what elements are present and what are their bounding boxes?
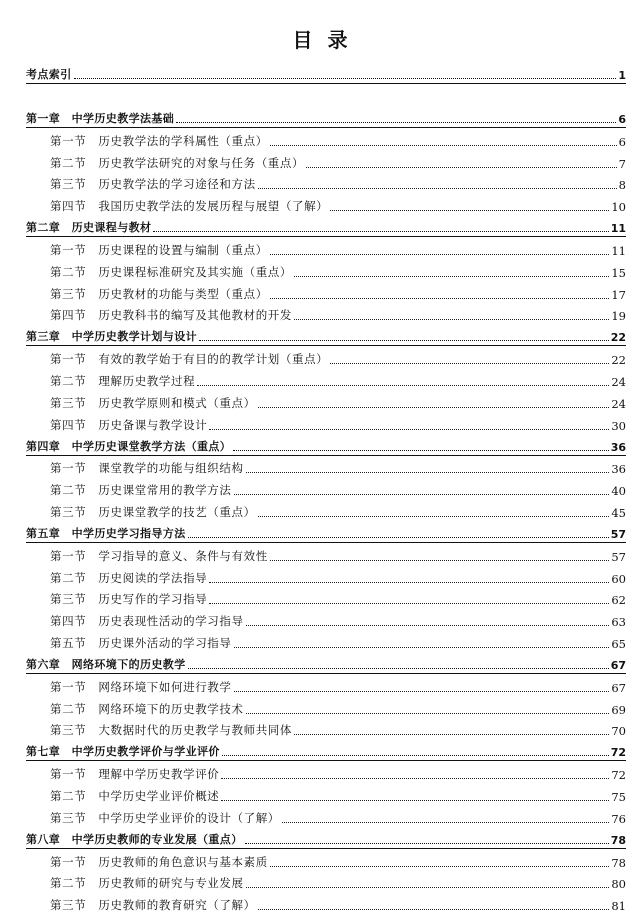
toc-section-entry[interactable]: [26, 674, 626, 696]
toc-page-number: 60: [611, 571, 626, 586]
toc-section-entry[interactable]: [26, 281, 626, 303]
table-of-contents: [26, 62, 626, 914]
dot-leader: [234, 494, 610, 495]
toc-page-number: 24: [611, 374, 626, 389]
toc-entry-label: 第一节 有效的教学始于有目的的教学计划（重点）: [50, 352, 329, 367]
toc-page-number: 67: [610, 658, 626, 672]
toc-entry-label: 第五节 历史课外活动的学习指导: [50, 635, 232, 650]
dot-leader: [199, 340, 609, 341]
toc-section-entry[interactable]: [26, 390, 626, 412]
toc-page-number: 8: [618, 178, 626, 193]
dot-leader: [245, 843, 609, 844]
toc-section-entry[interactable]: [26, 128, 626, 150]
dot-leader: [209, 603, 609, 604]
toc-entry-label: 第二节 网络环境下的历史教学技术: [50, 701, 244, 716]
toc-section-entry[interactable]: [26, 783, 626, 805]
toc-section-entry[interactable]: [26, 805, 626, 827]
dot-leader: [153, 231, 608, 232]
toc-page-number: 75: [611, 789, 626, 804]
toc-chapter-entry[interactable]: [26, 324, 626, 346]
toc-section-entry[interactable]: [26, 608, 626, 630]
toc-entry-label: 第一节 历史课程的设置与编制（重点）: [50, 242, 268, 257]
dot-leader: [233, 450, 608, 451]
dot-leader: [294, 319, 609, 320]
toc-section-entry[interactable]: [26, 303, 626, 325]
toc-chapter-entry[interactable]: [26, 739, 626, 761]
toc-entry-label: 第一节 历史教师的角色意识与基本素质: [50, 854, 268, 869]
toc-entry-label: 第四节 历史教科书的编写及其他教材的开发: [50, 308, 292, 323]
dot-leader: [246, 887, 610, 888]
toc-entry-label: 第一节 历史教学法的学科属性（重点）: [50, 133, 268, 148]
toc-page-number: 6: [618, 134, 626, 149]
toc-page-number: 72: [611, 768, 626, 783]
toc-entry-label: 第四节 我国历史教学法的发展历程与展望（了解）: [50, 199, 329, 214]
dot-leader: [294, 734, 609, 735]
toc-page-number: 24: [611, 396, 626, 411]
dot-leader: [258, 188, 617, 189]
toc-entry-label: 第三节 历史教师的教育研究（了解）: [50, 898, 256, 913]
dot-leader: [246, 625, 610, 626]
toc-page-number: 36: [610, 440, 626, 454]
toc-entry-label: 第三节 历史课堂教学的技艺（重点）: [50, 504, 256, 519]
dot-leader: [221, 778, 609, 779]
toc-section-entry[interactable]: [26, 871, 626, 893]
toc-section-entry[interactable]: [26, 412, 626, 434]
toc-section-entry[interactable]: [26, 718, 626, 740]
dot-leader: [270, 145, 617, 146]
toc-entry-label: 第二节 历史教学法研究的对象与任务（重点）: [50, 155, 305, 170]
dot-leader: [209, 582, 609, 583]
toc-page-number: 11: [611, 243, 626, 258]
toc-section-entry[interactable]: [26, 761, 626, 783]
toc-entry-label: 第一节 理解中学历史教学评价: [50, 767, 220, 782]
dot-leader: [188, 537, 609, 538]
dot-leader: [258, 407, 610, 408]
toc-section-entry[interactable]: [26, 630, 626, 652]
toc-section-entry[interactable]: [26, 368, 626, 390]
dot-leader: [270, 560, 610, 561]
toc-page-number: 19: [611, 309, 626, 324]
toc-page-number: 1: [618, 69, 626, 82]
toc-entry-label: 第二节 历史教师的研究与专业发展: [50, 876, 244, 891]
toc-page-number: 78: [610, 833, 626, 847]
toc-section-entry[interactable]: [26, 587, 626, 609]
toc-page-number: 67: [611, 680, 626, 695]
dot-leader: [330, 363, 609, 364]
toc-page-number: 65: [611, 636, 626, 651]
toc-page-number: 45: [611, 505, 626, 520]
dot-leader: [176, 122, 616, 123]
toc-page-number: 62: [611, 593, 626, 608]
toc-chapter-entry[interactable]: [26, 652, 626, 674]
toc-page-number: 22: [611, 353, 626, 368]
toc-section-entry[interactable]: [26, 346, 626, 368]
toc-section-entry[interactable]: [26, 499, 626, 521]
dot-leader: [188, 668, 609, 669]
toc-entry-label: 第六章 网络环境下的历史教学: [26, 657, 186, 671]
toc-page-number: 6: [618, 113, 626, 126]
toc-page-number: 11: [610, 222, 626, 236]
toc-page-number: 10: [611, 200, 626, 215]
toc-page-number: 69: [611, 702, 626, 717]
toc-page-number: 36: [611, 462, 626, 477]
toc-section-entry[interactable]: [26, 892, 626, 914]
toc-entry-label: 第三节 大数据时代的历史教学与教师共同体: [50, 723, 292, 738]
toc-entry-label: 考点索引: [26, 68, 72, 81]
toc-page-number: 57: [611, 549, 626, 564]
toc-entry-label: 第四章 中学历史课堂教学方法（重点）: [26, 439, 232, 453]
toc-index-entry[interactable]: [26, 62, 626, 84]
toc-chapter-entry[interactable]: [26, 521, 626, 543]
toc-section-entry[interactable]: [26, 477, 626, 499]
toc-page-number: 30: [611, 418, 626, 433]
dot-leader: [306, 167, 617, 168]
toc-chapter-entry[interactable]: [26, 106, 626, 128]
toc-entry-label: 第四节 历史备课与教学设计: [50, 417, 208, 432]
toc-entry-label: 第一节 学习指导的意义、条件与有效性: [50, 548, 268, 563]
toc-page-number: 22: [610, 331, 626, 345]
toc-entry-label: 第二节 历史课堂常用的教学方法: [50, 483, 232, 498]
toc-section-entry[interactable]: [26, 172, 626, 194]
toc-chapter-entry[interactable]: [26, 215, 626, 237]
toc-entry-label: 第二节 历史课程标准研究及其实施（重点）: [50, 264, 292, 279]
toc-page-number: 78: [611, 855, 626, 870]
toc-chapter-entry[interactable]: [26, 827, 626, 849]
dot-leader: [234, 691, 610, 692]
toc-entry-label: 第一节 网络环境下如何进行教学: [50, 679, 232, 694]
toc-page-number: 40: [611, 484, 626, 499]
toc-entry-label: 第三节 历史教学法的学习途径和方法: [50, 177, 256, 192]
dot-leader: [282, 822, 609, 823]
toc-section-entry[interactable]: [26, 849, 626, 871]
toc-entry-label: 第三节 中学历史学业评价的设计（了解）: [50, 810, 280, 825]
toc-chapter-entry[interactable]: [26, 434, 626, 456]
toc-entry-label: 第二节 理解历史教学过程: [50, 373, 196, 388]
toc-entry-label: 第一节 课堂教学的功能与组织结构: [50, 461, 244, 476]
page-title: 目 录: [292, 28, 352, 52]
toc-page-number: 63: [611, 615, 626, 630]
dot-leader: [258, 909, 610, 910]
dot-leader: [197, 385, 609, 386]
dot-leader: [294, 276, 609, 277]
toc-entry-label: 第二节 中学历史学业评价概述: [50, 788, 220, 803]
toc-entry-label: 第八章 中学历史教师的专业发展（重点）: [26, 832, 243, 846]
dot-leader: [270, 298, 610, 299]
toc-section-entry[interactable]: [26, 565, 626, 587]
toc-section-entry[interactable]: [26, 456, 626, 478]
toc-entry-label: 第三节 历史教学原则和模式（重点）: [50, 395, 256, 410]
toc-page-number: 57: [610, 527, 626, 541]
dot-leader: [246, 713, 610, 714]
dot-leader: [221, 800, 609, 801]
toc-entry-label: 第四节 历史表现性活动的学习指导: [50, 614, 244, 629]
toc-entry-label: 第七章 中学历史教学评价与学业评价: [26, 745, 220, 759]
toc-page-number: 7: [618, 156, 626, 171]
dot-leader: [270, 254, 610, 255]
toc-page-number: 15: [611, 265, 626, 280]
toc-page-number: 72: [610, 746, 626, 760]
toc-section-entry[interactable]: [26, 150, 626, 172]
toc-section-entry[interactable]: [26, 543, 626, 565]
dot-leader: [330, 210, 609, 211]
toc-section-entry[interactable]: [26, 259, 626, 281]
toc-page-number: 80: [611, 877, 626, 892]
toc-page-number: 70: [611, 724, 626, 739]
dot-leader: [258, 516, 610, 517]
toc-entry-label: 第五章 中学历史学习指导方法: [26, 526, 186, 540]
toc-entry-label: 第二章 历史课程与教材: [26, 221, 152, 235]
dot-leader: [74, 78, 617, 79]
dot-leader: [246, 472, 610, 473]
dot-leader: [209, 429, 609, 430]
toc-page-number: 81: [611, 899, 626, 914]
toc-page-number: 76: [611, 811, 626, 826]
dot-leader: [222, 755, 609, 756]
toc-page-number: 17: [611, 287, 626, 302]
toc-entry-label: 第三章 中学历史教学计划与设计: [26, 330, 197, 344]
dot-leader: [234, 647, 610, 648]
toc-entry-label: 第三节 历史写作的学习指导: [50, 592, 208, 607]
toc-section-entry[interactable]: [26, 237, 626, 259]
toc-section-entry[interactable]: [26, 193, 626, 215]
dot-leader: [270, 866, 610, 867]
toc-section-entry[interactable]: [26, 696, 626, 718]
toc-entry-label: 第一章 中学历史教学法基础: [26, 112, 175, 125]
toc-entry-label: 第二节 历史阅读的学法指导: [50, 570, 208, 585]
toc-entry-label: 第三节 历史教材的功能与类型（重点）: [50, 286, 268, 301]
